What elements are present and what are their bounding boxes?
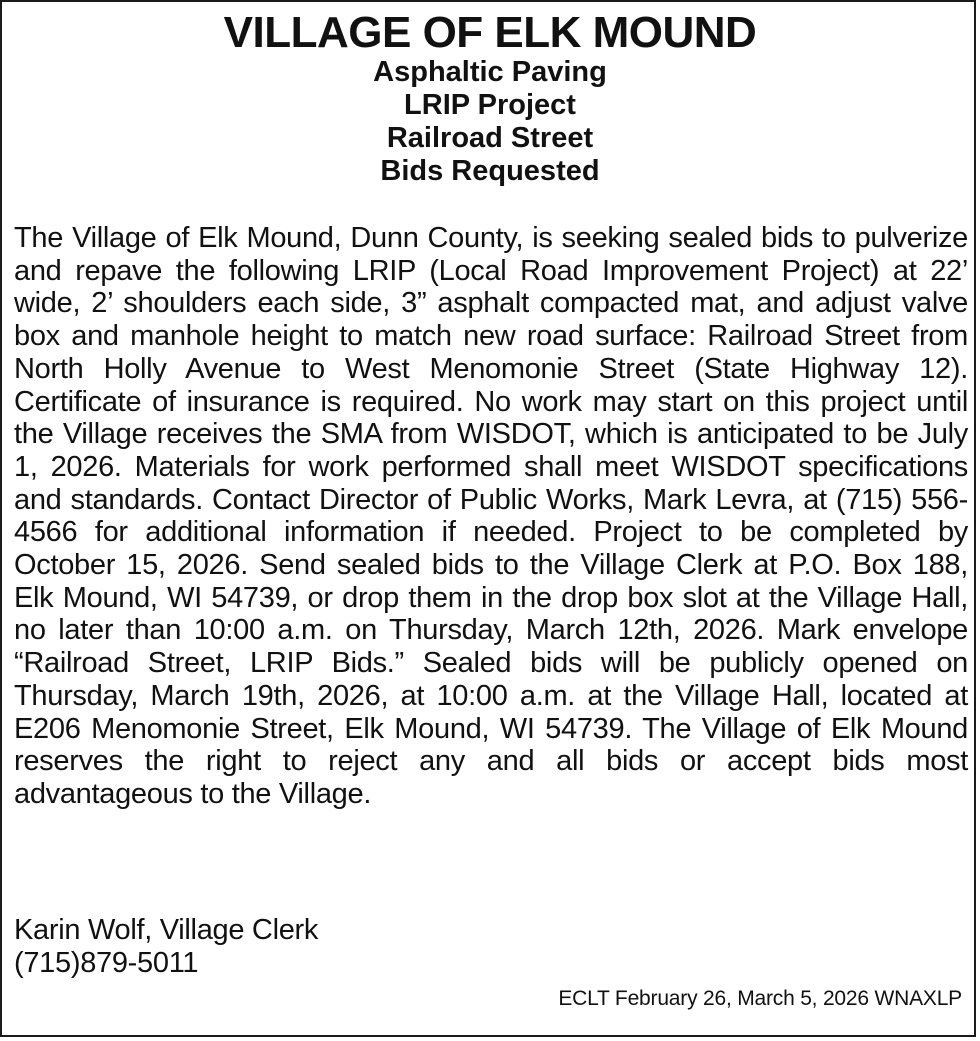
publication-footer: ECLT February 26, March 5, 2026 WNAXLP — [558, 987, 962, 1010]
notice-title: VILLAGE OF ELK MOUND — [223, 8, 757, 57]
subtitle-street: Railroad Street — [386, 122, 594, 154]
notice-subtitles — [2, 56, 978, 188]
notice-body: The Village of Elk Mound, Dunn County, is seeking sealed bids to pulverize and repave the following LRIP (Local Road Improvement Project) at 22’ wide, 2’ shoulders each side, 3” asphalt compacted mat, and adjust valve box and manhole height to match new road surface: Railroad Street from North Holly Avenue to West Menomonie Street (State Highway 12). Certificate of insurance is required. No work may start on this project until the Village receives the SMA from WISDOT, which is anticipated to be July 1, 2026. Materials for work performed shall meet WISDOT specifications and standards. Contact Director of Public Works, Mark Levra, at (715) 556-4566 for additional information if needed. Project to be completed by October 15, 2026. Send sealed bids to the Village Clerk at P.O. Box 188, Elk Mound, WI 54739, or drop them in the drop box slot at the Village Hall, no later than 10:00 a.m. on Thursday, March 12th, 2026. Mark envelope “Railroad Street, LRIP Bids.” Sealed bids will be publicly opened on Thursday, March 19th, 2026, at 10:00 a.m. at the Village Hall, located at E206 Menomonie Street, Elk Mound, WI 54739. The Village of Elk Mound reserves the right to reject any and all bids or accept bids most advantageous to the Village. — [14, 222, 968, 810]
subtitle-bids: Bids Requested — [380, 155, 600, 187]
signature-phone: (715)879-5011 — [14, 946, 199, 979]
subtitle-project: LRIP Project — [404, 89, 576, 121]
signature-name: Karin Wolf, Village Clerk — [14, 914, 319, 946]
subtitle-paving: Asphaltic Paving — [373, 56, 607, 88]
signature-block — [14, 914, 318, 979]
